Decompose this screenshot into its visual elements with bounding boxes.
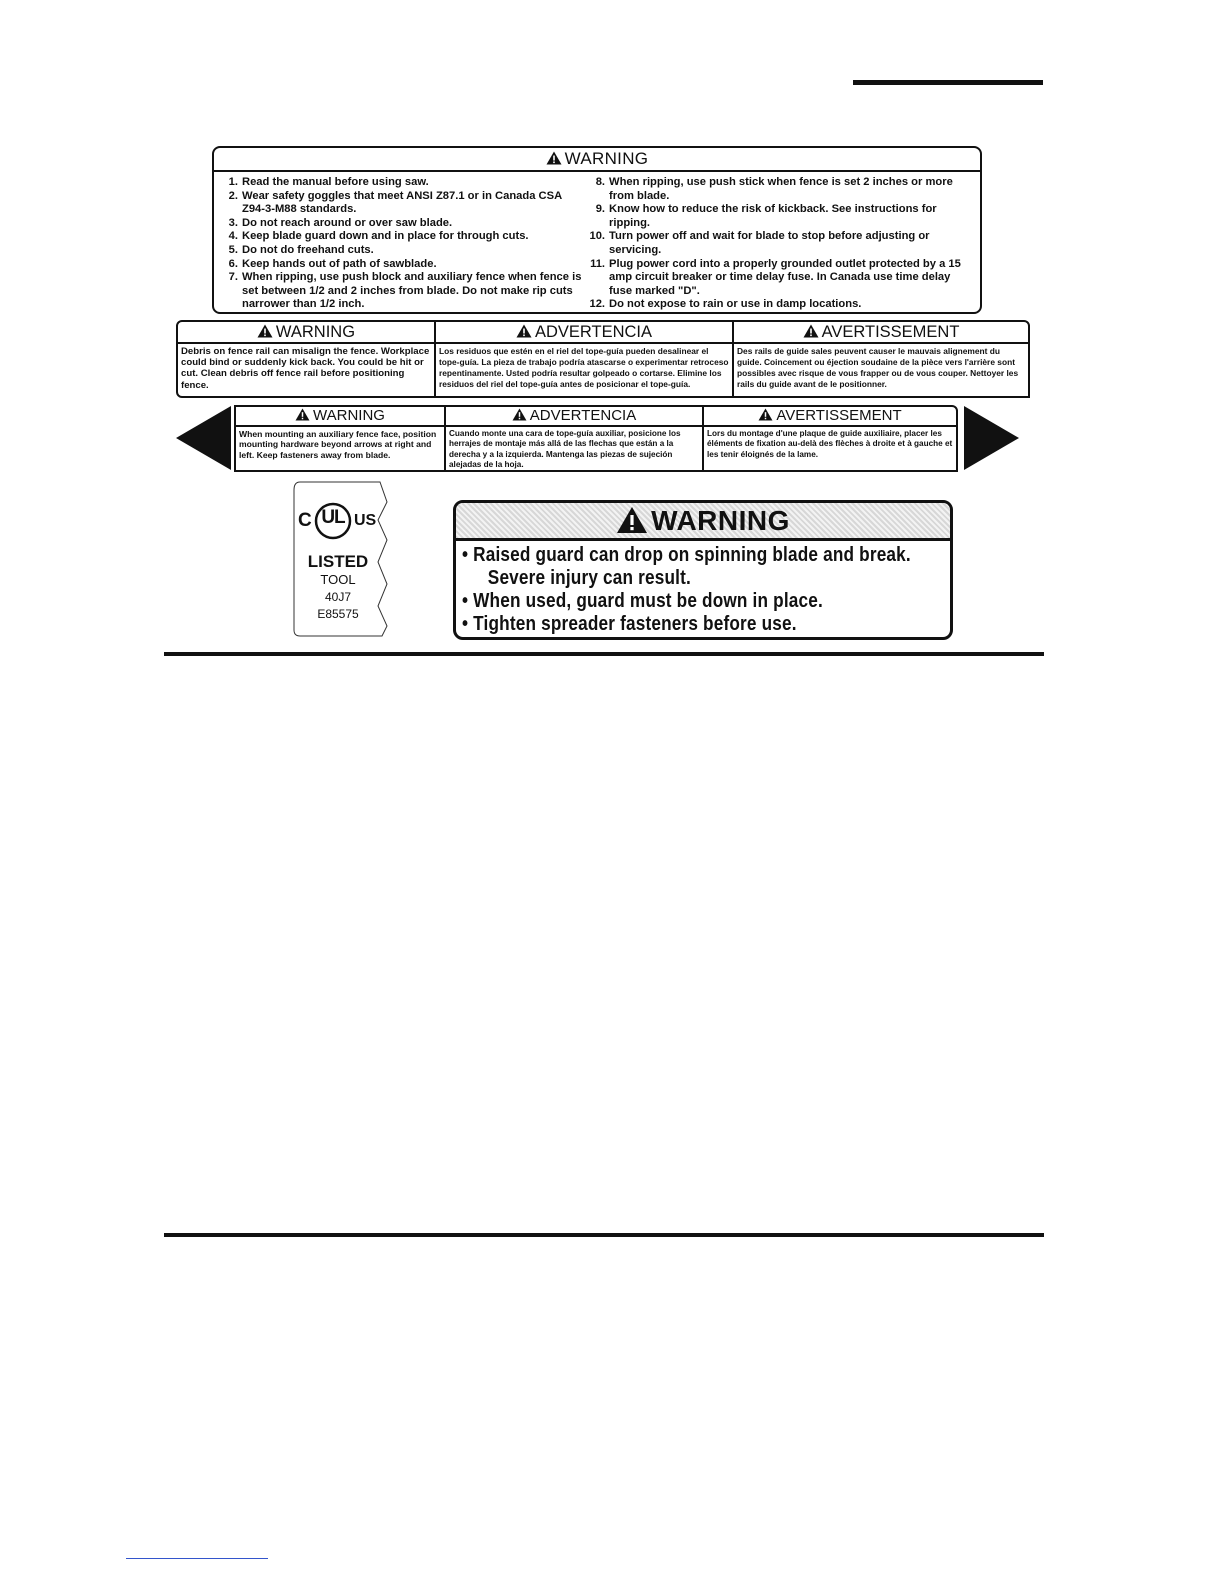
guard-warning-line: Severe injury can result. xyxy=(487,567,691,589)
fence-rail-warning-en: WARNING Debris on fence rail can misalign the fence. Workplace could bind or suddenly kick back. You could be hit or cut. Clean debris off fence rail before positioning fence. xyxy=(178,322,436,396)
aux-fence-warning-panel xyxy=(234,405,958,472)
aux-fence-warning-en: WARNING When mounting an auxiliary fence face, position mounting hardware beyond arrows at right and left. Keep fasteners away from blade. xyxy=(236,407,446,470)
list-item: 3. Do not reach around or over saw blade. xyxy=(228,216,453,229)
ul-tool: TOOL xyxy=(320,572,356,587)
warning-list-right xyxy=(585,176,974,312)
aux-fence-warning-fr: AVERTISSEMENT Lors du montage d'une plaque de guide auxiliaire, placer les éléments de fixation au-delà des flèches à droite et à gauche et les tenir éloignés de la lame. xyxy=(704,407,956,470)
list-item: 1. Read the manual before using saw. xyxy=(228,176,429,188)
warning-triangle-icon xyxy=(546,151,562,165)
list-item: 7. When ripping, use push block and auxiliary fence when fence is set between 1/2 and 2 inches from blade. Do not make rip cuts narrower than 1/2 inch. xyxy=(228,271,582,311)
warning-triangle-icon xyxy=(295,408,310,421)
ul-c-mark: C xyxy=(298,510,312,531)
section-rule xyxy=(164,1233,1044,1237)
ul-code1: 40J7 xyxy=(324,590,352,604)
list-item: 5. Do not do freehand cuts. xyxy=(228,243,374,256)
guard-warning-line: • Tighten spreader fasteners before use. xyxy=(462,613,797,635)
left-arrow-icon xyxy=(176,406,231,470)
warning-triangle-icon xyxy=(616,506,648,534)
list-item: 8. When ripping, use push stick when fence is set 2 inches or more from blade. xyxy=(595,176,953,202)
guard-warning-line: • When used, guard must be down in place. xyxy=(462,590,823,612)
ul-listed: LISTED xyxy=(307,552,369,571)
footnote-rule xyxy=(126,1558,268,1559)
warning-triangle-icon xyxy=(803,324,819,338)
warning-triangle-icon xyxy=(512,408,527,421)
list-item: 4. Keep blade guard down and in place for through cuts. xyxy=(228,230,529,243)
warning-list-left xyxy=(220,176,585,312)
ul-listing-label xyxy=(292,480,396,638)
fence-rail-warning-fr: AVERTISSEMENT Des rails de guide sales peuvent causer le mauvais alignement du guide. Coincement ou éjection soudaine de la pièce vers l'arrière sont possibles avec risque de vous frapper ou de vous couper. Nettoyer les rails du guide avant de le positionner. xyxy=(734,322,1028,396)
warning-triangle-icon xyxy=(758,408,773,421)
warning-triangle-icon xyxy=(516,324,532,338)
guard-warning-panel xyxy=(453,500,953,640)
fence-rail-warning-es: ADVERTENCIA Los residuos que estén en el riel del tope-guía pueden desalinear el tope-guía. La pieza de trabajo podría atascarse o experimentar retroceso repentinamente. Usted podría resultar golpeado o cortarse. Elimine los residuos del riel del tope-guía antes de posicionar el tope-guía. xyxy=(436,322,734,396)
guard-warning-line: • Raised guard can drop on spinning blade and break. xyxy=(462,544,911,566)
guard-warning-title: WARNING xyxy=(456,503,950,541)
list-item: 6. Keep hands out of path of sawblade. xyxy=(228,257,437,270)
list-item: 12. Do not expose to rain or use in damp locations. xyxy=(589,298,862,311)
warning-panel-main xyxy=(212,146,982,314)
aux-fence-warning-es: ADVERTENCIA Cuando monte una cara de tope-guía auxiliar, posicione los herrajes de montaje más allá de las flechas que están a la derecha y a la izquierda. Mantenga las piezas de sujeción alejadas de la hoja. xyxy=(446,407,704,470)
warning-triangle-icon xyxy=(257,324,273,338)
section-rule xyxy=(164,652,1044,656)
ul-mark: UL xyxy=(321,507,345,528)
right-arrow-icon xyxy=(964,406,1019,470)
list-item: 9. Know how to reduce the risk of kickback. See instructions for ripping. xyxy=(595,203,937,229)
list-item: 11. Plug power cord into a properly grounded outlet protected by a 15 amp circuit breaker or time delay fuse. In Canada use time delay fuse marked "D". xyxy=(590,257,961,297)
header-rule xyxy=(853,80,1043,85)
list-item: 2. Wear safety goggles that meet ANSI Z87.1 or in Canada CSA Z94-3-M88 standards. xyxy=(228,189,562,216)
fence-rail-warning-panel xyxy=(176,320,1030,398)
ul-us-mark: US xyxy=(354,512,377,529)
list-item: 10. Turn power off and wait for blade to stop before adjusting or servicing. xyxy=(589,230,930,256)
ul-code2: E85575 xyxy=(317,607,359,621)
warning-panel-main-title: WARNING xyxy=(214,148,980,172)
